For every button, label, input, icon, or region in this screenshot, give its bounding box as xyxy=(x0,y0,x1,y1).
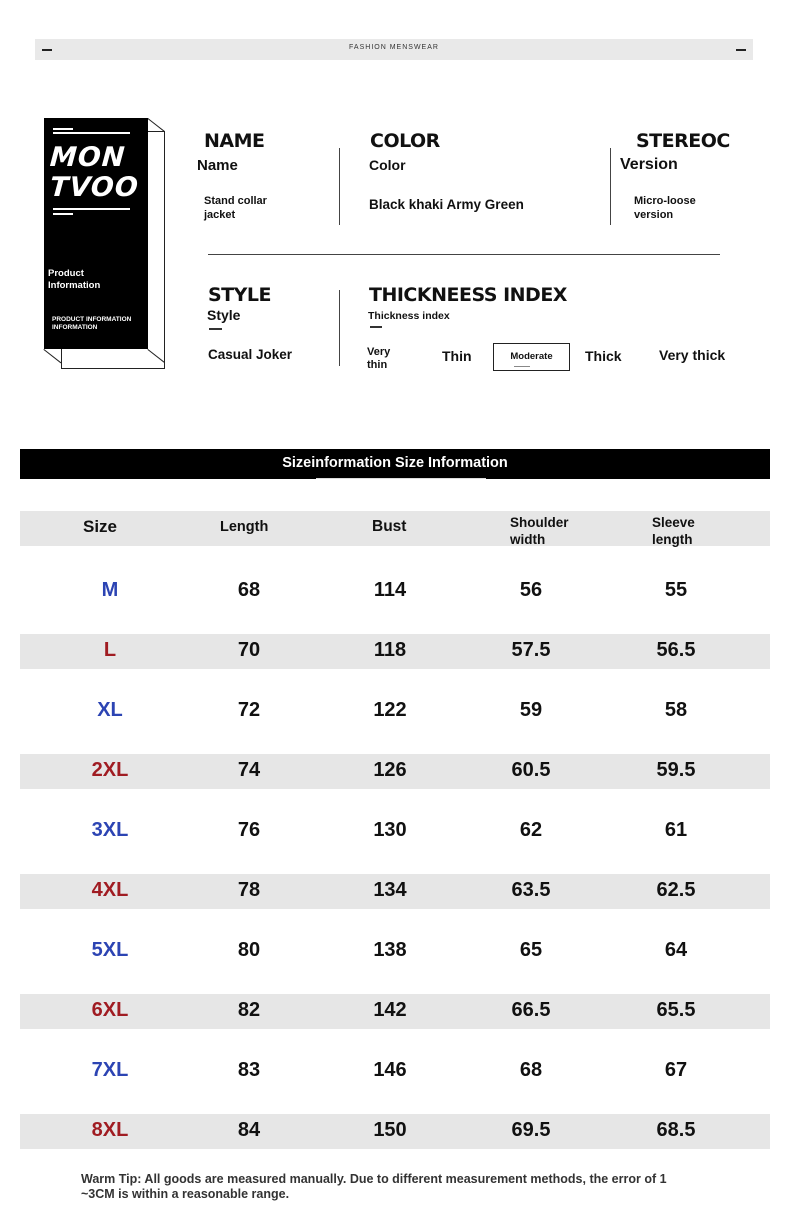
cell-sleeve: 56.5 xyxy=(656,639,696,661)
style-heading: STYLE xyxy=(208,284,271,306)
thickness-thick: Thick xyxy=(585,348,622,364)
brand-logo-line2: TVOO xyxy=(48,172,140,203)
cell-sleeve: 65.5 xyxy=(656,999,696,1021)
cell-length: 72 xyxy=(237,699,261,721)
banner-title: FASHION MENSWEAR xyxy=(349,44,439,51)
thickness-thin: Thin xyxy=(442,348,472,364)
cell-sleeve: 68.5 xyxy=(656,1119,696,1141)
color-subheading: Color xyxy=(369,157,406,173)
cell-sleeve: 61 xyxy=(664,819,688,841)
cell-bust: 142 xyxy=(373,999,407,1021)
color-value: Black khaki Army Green xyxy=(369,197,524,212)
thickness-very-thin-line2: thin xyxy=(367,359,388,371)
cell-sleeve: 55 xyxy=(664,579,688,601)
cell-bust: 146 xyxy=(373,1059,407,1081)
cell-bust: 122 xyxy=(373,699,407,721)
cell-shoulder: 62 xyxy=(519,819,543,841)
cell-sleeve: 64 xyxy=(664,939,688,961)
thickness-very-thick: Very thick xyxy=(659,347,726,363)
cell-length: 78 xyxy=(237,879,261,901)
header-bust: Bust xyxy=(372,518,407,535)
thickness-subheading: Thickness index xyxy=(368,310,450,322)
name-heading: NAME xyxy=(204,130,265,152)
card-small-line1: PRODUCT INFORMATION xyxy=(52,316,132,323)
cell-sleeve: 67 xyxy=(664,1059,688,1081)
warm-tip-line2: ~3CM is within a reasonable range. xyxy=(81,1187,290,1201)
cell-size: 8XL xyxy=(91,1119,129,1141)
style-subheading: Style xyxy=(207,307,241,323)
header-length: Length xyxy=(220,519,269,535)
cell-length: 68 xyxy=(237,579,261,601)
card-label-line2: Information xyxy=(48,280,101,291)
cell-length: 76 xyxy=(237,819,261,841)
cell-sleeve: 58 xyxy=(664,699,688,721)
cell-shoulder: 56 xyxy=(519,579,543,601)
cell-shoulder: 68 xyxy=(519,1059,543,1081)
version-value-line1: Micro-loose xyxy=(634,195,696,207)
cell-size: 3XL xyxy=(91,819,129,841)
cell-shoulder: 59 xyxy=(519,699,543,721)
cell-length: 84 xyxy=(237,1119,261,1141)
header-sleeve-line2: length xyxy=(652,532,693,547)
cell-bust: 130 xyxy=(373,819,407,841)
cell-size: 5XL xyxy=(91,939,129,961)
thickness-very-thin-line1: Very xyxy=(367,346,391,358)
cell-bust: 138 xyxy=(373,939,407,961)
cell-bust: 118 xyxy=(373,639,407,661)
card-label-line1: Product xyxy=(48,268,84,279)
cell-size: 2XL xyxy=(91,759,129,781)
cell-size: XL xyxy=(97,699,123,721)
size-info-title: Sizeinformation Size Information xyxy=(282,455,508,471)
warm-tip xyxy=(81,1172,721,1202)
color-heading: COLOR xyxy=(370,130,440,152)
thickness-heading: THICKNEESS INDEX xyxy=(369,284,567,306)
cell-length: 74 xyxy=(237,759,261,781)
cell-size: M xyxy=(101,579,119,601)
cell-bust: 134 xyxy=(373,879,407,901)
name-value-line1: Stand collar xyxy=(204,195,267,207)
name-value-line2: jacket xyxy=(204,209,236,221)
cell-sleeve: 59.5 xyxy=(656,759,696,781)
cell-bust: 126 xyxy=(373,759,407,781)
cell-shoulder: 63.5 xyxy=(511,879,551,901)
version-heading: STEREOC xyxy=(636,130,730,152)
cell-size: 7XL xyxy=(91,1059,129,1081)
cell-size: L xyxy=(103,639,117,661)
cell-length: 82 xyxy=(237,999,261,1021)
cell-shoulder: 69.5 xyxy=(511,1119,551,1141)
card-small-line2: INFORMATION xyxy=(52,324,98,331)
cell-shoulder: 65 xyxy=(519,939,543,961)
cell-shoulder: 66.5 xyxy=(511,999,551,1021)
warm-tip-line1: Warm Tip: All goods are measured manually. Due to different measurement methods, the error of 1 xyxy=(81,1172,667,1186)
cell-shoulder: 57.5 xyxy=(511,639,551,661)
cell-length: 83 xyxy=(237,1059,261,1081)
version-value-line2: version xyxy=(634,209,674,221)
cell-bust: 114 xyxy=(373,579,407,601)
header-sleeve-line1: Sleeve xyxy=(652,515,695,530)
cell-size: 6XL xyxy=(91,999,129,1021)
cell-length: 70 xyxy=(237,639,261,661)
style-value: Casual Joker xyxy=(208,347,293,362)
name-subheading: Name xyxy=(197,157,238,174)
cell-bust: 150 xyxy=(373,1119,407,1141)
brand-logo-line1: MON xyxy=(48,142,127,173)
header-shoulder-line1: Shoulder xyxy=(510,515,569,530)
cell-length: 80 xyxy=(237,939,261,961)
cell-shoulder: 60.5 xyxy=(511,759,551,781)
thickness-moderate-label: Moderate xyxy=(510,351,553,362)
cell-sleeve: 62.5 xyxy=(656,879,696,901)
cell-size: 4XL xyxy=(91,879,129,901)
version-subheading: Version xyxy=(620,156,678,173)
header-size: Size xyxy=(83,517,118,536)
header-shoulder-line2: width xyxy=(510,532,546,547)
